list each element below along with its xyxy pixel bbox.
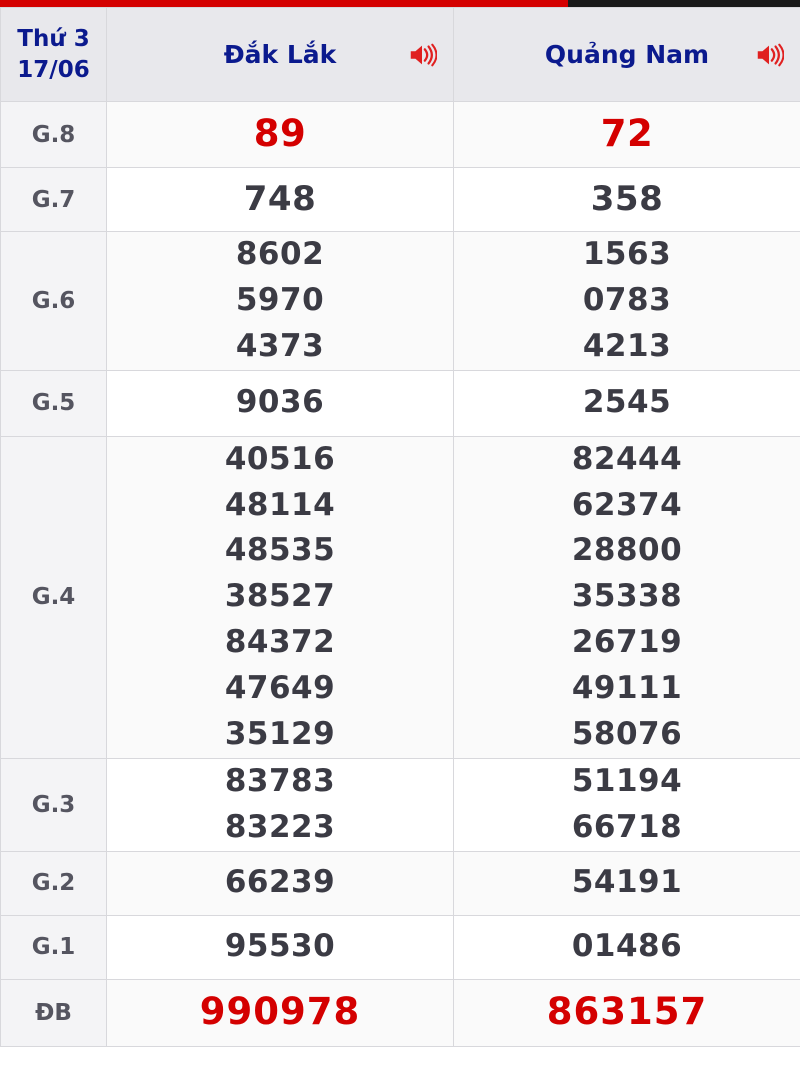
prize-number: 51194 xyxy=(571,762,683,799)
prize-numbers xyxy=(454,758,800,851)
prize-numbers xyxy=(454,979,800,1046)
prize-number: 26719 xyxy=(571,624,683,661)
prize-number: 4373 xyxy=(235,327,325,364)
prize-number: 28800 xyxy=(571,532,683,569)
table-body xyxy=(1,102,800,1047)
prize-numbers xyxy=(107,851,454,915)
header-row xyxy=(1,8,800,102)
prize-number: 9036 xyxy=(235,384,325,421)
date-line-1: Thứ 3 xyxy=(17,26,90,53)
prize-number: 72 xyxy=(600,112,654,156)
table-row xyxy=(1,758,800,851)
prize-number: 83783 xyxy=(224,762,336,799)
prize-numbers xyxy=(107,979,454,1046)
prize-number: 35129 xyxy=(224,715,336,752)
speaker-icon[interactable] xyxy=(754,40,784,70)
prize-number: 66718 xyxy=(571,808,683,845)
prize-number: 49111 xyxy=(571,670,683,706)
prize-label: G.4 xyxy=(1,436,107,758)
top-accent-bar xyxy=(0,0,800,7)
prize-numbers xyxy=(107,102,454,168)
prize-number: 0783 xyxy=(582,281,672,318)
prize-label: G.5 xyxy=(1,370,107,436)
table-row xyxy=(1,436,800,758)
prize-label: G.7 xyxy=(1,168,107,232)
prize-number: 863157 xyxy=(546,990,708,1034)
prize-number: 89 xyxy=(253,112,307,156)
prize-number: 62374 xyxy=(571,486,683,523)
prize-number: 48114 xyxy=(224,486,336,523)
speaker-icon[interactable] xyxy=(407,40,437,70)
prize-label: ĐB xyxy=(1,979,107,1046)
prize-number: 358 xyxy=(590,179,664,220)
prize-number: 990978 xyxy=(199,990,361,1034)
prize-number: 2545 xyxy=(582,384,672,421)
prize-numbers xyxy=(454,851,800,915)
prize-number: 8602 xyxy=(235,236,325,272)
prize-number: 82444 xyxy=(571,440,683,477)
prize-number: 83223 xyxy=(224,808,336,845)
table-row xyxy=(1,102,800,168)
prize-number: 54191 xyxy=(571,864,683,901)
prize-numbers xyxy=(454,168,800,232)
prize-number: 47649 xyxy=(224,670,336,706)
table-row xyxy=(1,915,800,979)
prize-numbers xyxy=(454,436,800,758)
prize-label: G.8 xyxy=(1,102,107,168)
prize-number: 95530 xyxy=(224,928,336,965)
prize-numbers xyxy=(454,915,800,979)
prize-number: 66239 xyxy=(224,864,336,901)
prize-number: 748 xyxy=(243,179,317,220)
province-name-2: Quảng Nam xyxy=(544,40,710,69)
prize-number: 5970 xyxy=(235,281,325,318)
accent-bar-dark xyxy=(568,0,800,7)
prize-label: G.1 xyxy=(1,915,107,979)
province-name-1: Đắk Lắk xyxy=(223,40,337,69)
table-row xyxy=(1,168,800,232)
prize-label: G.6 xyxy=(1,232,107,371)
table-row xyxy=(1,979,800,1046)
date-line-2: 17/06 xyxy=(17,56,90,83)
prize-number: 1563 xyxy=(582,236,672,272)
prize-label: G.2 xyxy=(1,851,107,915)
lottery-results-table xyxy=(0,7,800,1047)
prize-number: 48535 xyxy=(224,532,336,569)
prize-numbers xyxy=(107,232,454,371)
table-row xyxy=(1,232,800,371)
accent-bar-red xyxy=(0,0,568,7)
prize-numbers xyxy=(454,370,800,436)
prize-number: 58076 xyxy=(571,715,683,752)
prize-number: 38527 xyxy=(224,578,336,615)
table-row xyxy=(1,851,800,915)
prize-numbers xyxy=(454,102,800,168)
prize-numbers xyxy=(107,436,454,758)
header-province-1 xyxy=(107,8,454,102)
table-row xyxy=(1,370,800,436)
header-date-cell xyxy=(1,8,107,102)
prize-number: 35338 xyxy=(571,578,683,615)
prize-numbers xyxy=(454,232,800,371)
prize-numbers xyxy=(107,370,454,436)
prize-label: G.3 xyxy=(1,758,107,851)
prize-number: 01486 xyxy=(571,928,683,965)
prize-number: 84372 xyxy=(224,624,336,661)
prize-numbers xyxy=(107,758,454,851)
header-province-2 xyxy=(454,8,800,102)
prize-number: 40516 xyxy=(224,440,336,477)
prize-number: 4213 xyxy=(582,327,672,364)
prize-numbers xyxy=(107,168,454,232)
table-header xyxy=(1,8,800,102)
prize-numbers xyxy=(107,915,454,979)
